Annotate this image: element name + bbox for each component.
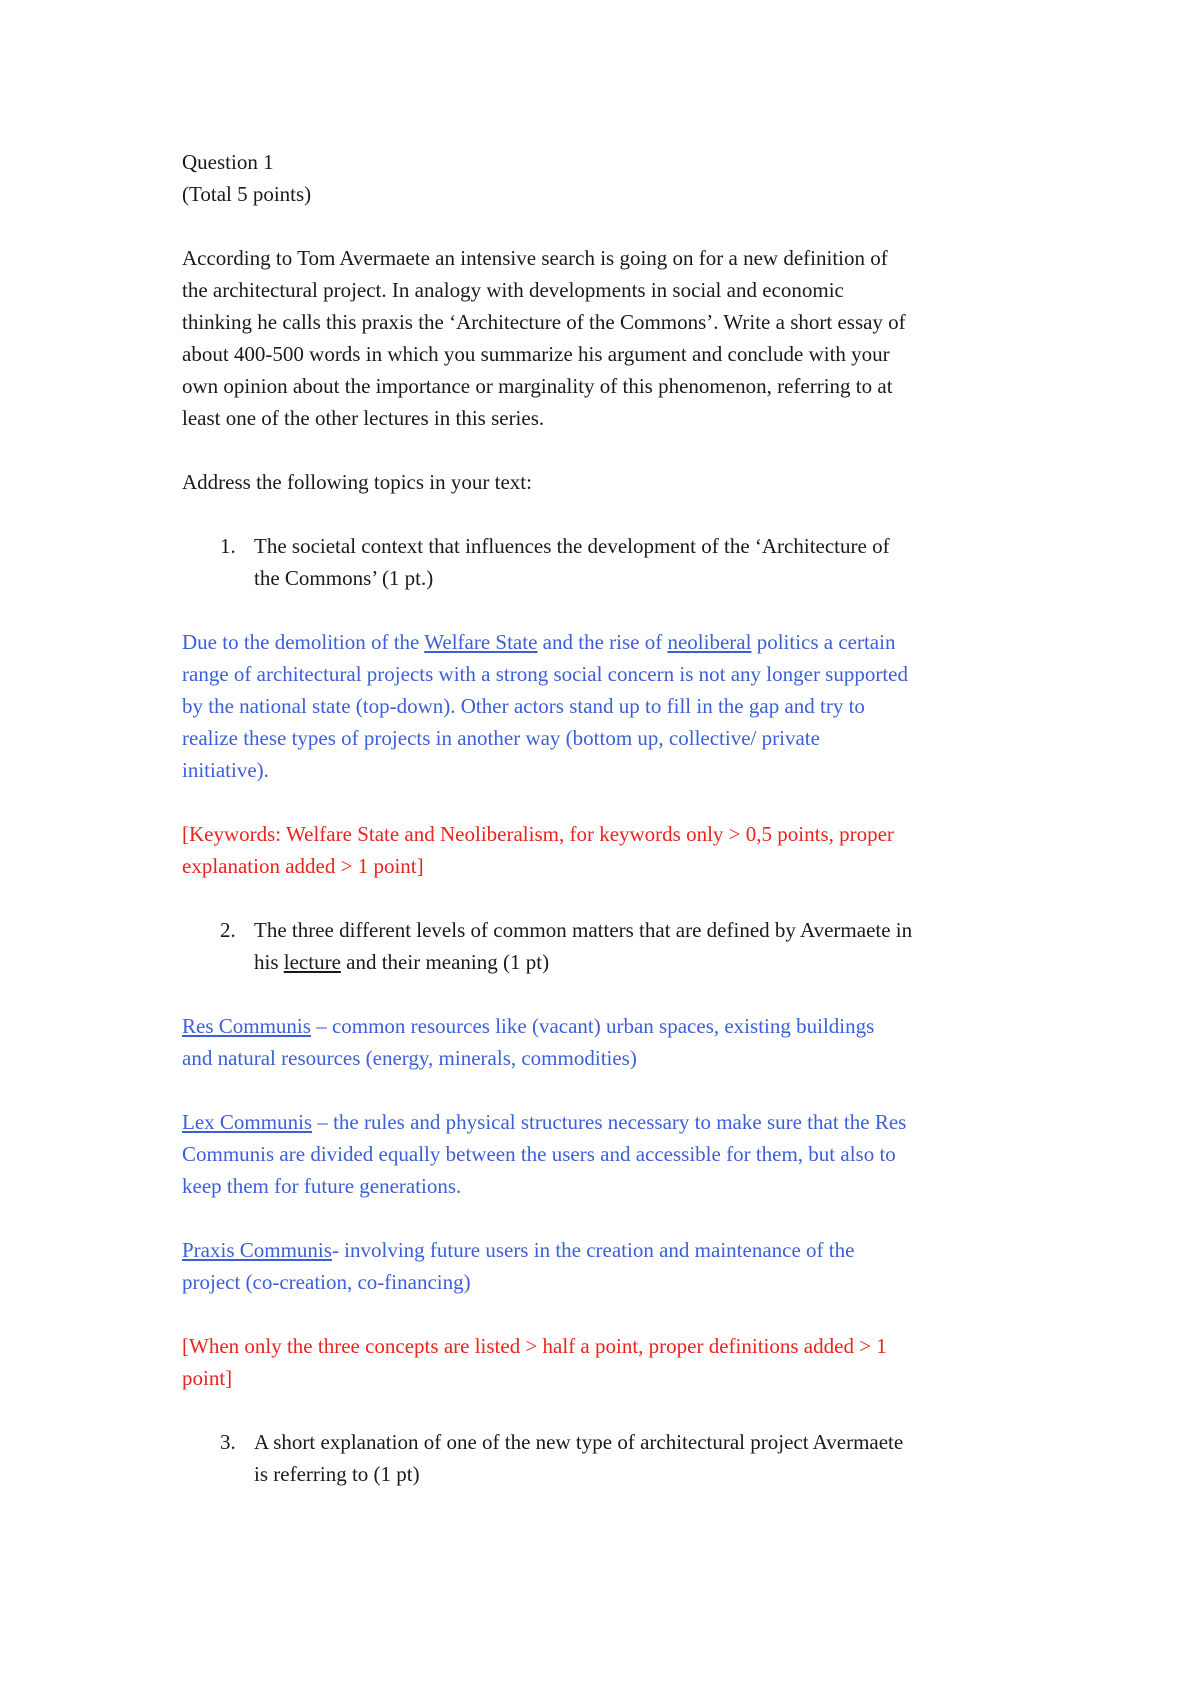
answer-praxis-communis: Praxis Communis- involving future users in the creation and maintenance of the project (co-creation, co-financing) xyxy=(182,1238,855,1294)
grading-note-2: [When only the three concepts are listed > half a point, proper definitions added > 1 point] xyxy=(182,1334,887,1390)
question-points: (Total 5 points) xyxy=(182,182,312,206)
document-body xyxy=(182,146,1032,1490)
grading-note-1: [Keywords: Welfare State and Neoliberalism, for keywords only > 0,5 points, proper explanation added > 1 point] xyxy=(182,822,894,878)
topic-item-3: 3. A short explanation of one of the new type of architectural project Avermaete is referring to (1 pt) xyxy=(220,1430,904,1486)
question-title: Question 1 xyxy=(182,150,274,174)
link-res-communis[interactable]: Res Communis xyxy=(182,1014,311,1038)
intro-paragraph: According to Tom Avermaete an intensive search is going on for a new definition of the architectural project. In analogy with developments in social and economic thinking he calls this praxis the ‘Architecture of the Commons’. Write a short essay of about 400-500 words in which you summarize his argument and conclude with your own opinion about the importance or marginality of this phenomenon, referring to at least one of the other lectures in this series. xyxy=(182,246,906,430)
link-praxis-communis[interactable]: Praxis Communis xyxy=(182,1238,332,1262)
answer-lex-communis: Lex Communis – the rules and physical structures necessary to make sure that the Res Communis are divided equally between the users and accessible for them, but also to keep them for future generations. xyxy=(182,1110,907,1198)
topics-heading: Address the following topics in your text: xyxy=(182,470,532,494)
link-lex-communis[interactable]: Lex Communis xyxy=(182,1110,313,1134)
link-lecture[interactable]: lecture xyxy=(283,950,341,974)
topic-item-2: 2. The three different levels of common matters that are defined by Avermaete in his lecture and their meaning (1 pt) xyxy=(220,918,913,974)
answer-1: Due to the demolition of the Welfare State and the rise of neoliberal politics a certain range of architectural projects with a strong social concern is not any longer supported by the national state (top-down). Other actors stand up to fill in the gap and try to realize these types of projects in another way (bottom up, collective/ private initiative). xyxy=(182,630,909,782)
answer-res-communis: Res Communis – common resources like (vacant) urban spaces, existing buildings and natural resources (energy, minerals, commodities) xyxy=(182,1014,875,1070)
topic-item-1: 1. The societal context that influences the development of the ‘Architecture of the Commons’ (1 pt.) xyxy=(220,534,890,590)
link-neoliberal[interactable]: neoliberal xyxy=(667,630,752,654)
link-welfare-state[interactable]: Welfare State xyxy=(424,630,538,654)
